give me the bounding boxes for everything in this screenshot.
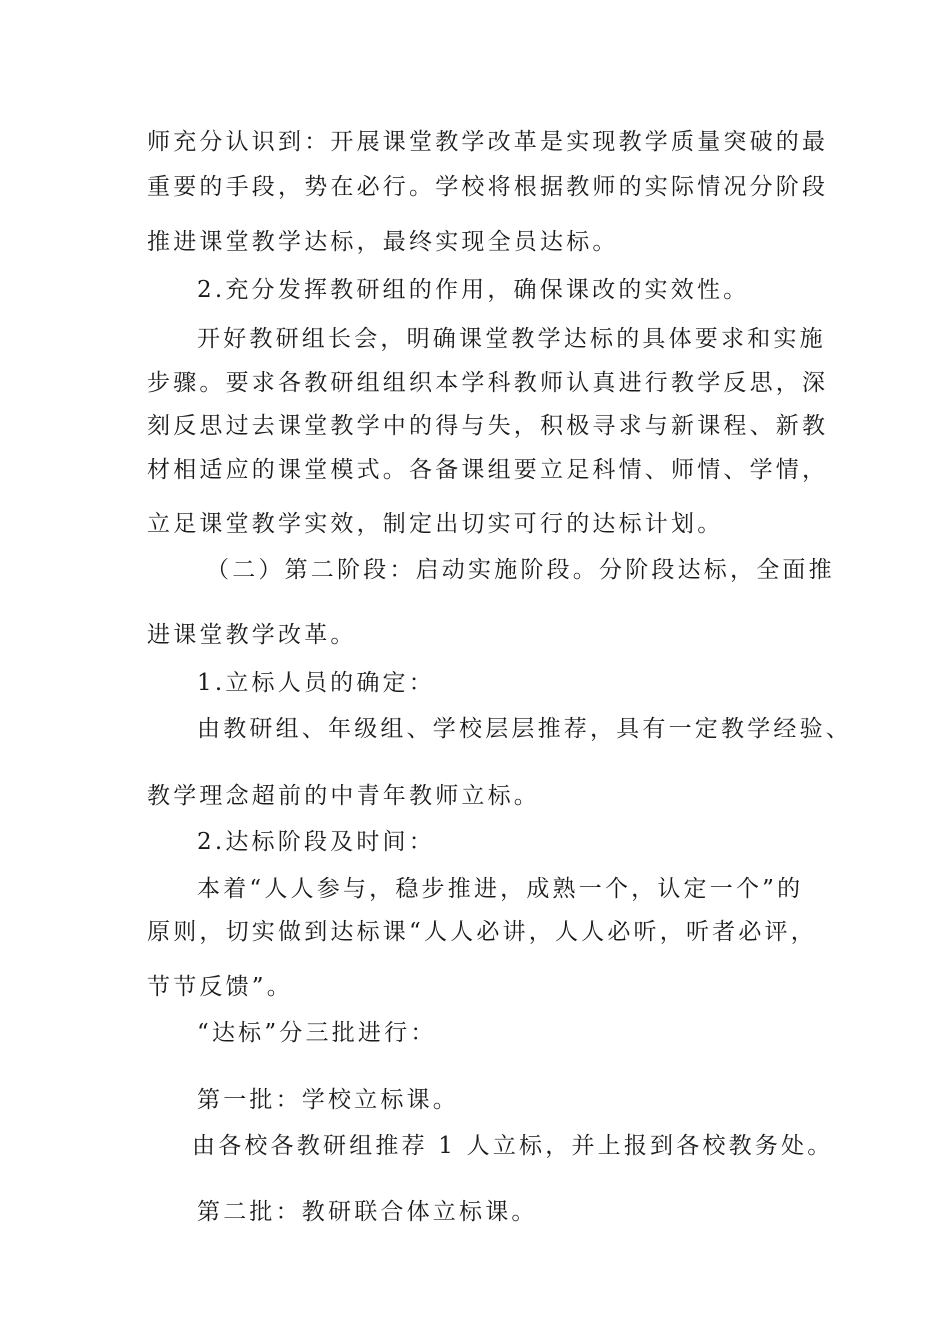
paragraph-line: 由教研组、年级组、学校层层推荐，具有一定教学经验、 (197, 716, 852, 742)
paragraph-line: 开好教研组长会，明确课堂教学达标的具体要求和实施 (197, 326, 826, 352)
paragraph-line: 教学理念超前的中青年教师立标。 (147, 783, 540, 809)
paragraph-line: 节节反馈”。 (147, 974, 293, 1000)
paragraph-line: 重要的手段，势在必行。学校将根据教师的实际情况分阶段 (147, 174, 829, 200)
paragraph-line: 材相适应的课堂模式。各备课组要立足科情、师情、学情， (147, 457, 829, 483)
paragraph-line: 刻反思过去课堂教学中的得与失，积极寻求与新课程、新教 (147, 413, 829, 439)
paragraph-line: 原则，切实做到达标课“人人必讲，人人必听，听者必评， (147, 919, 817, 945)
paragraph-line: “达标”分三批进行： (197, 1020, 437, 1046)
section-heading: 进课堂教学改革。 (147, 622, 357, 648)
paragraph-line: 步骤。要求各教研组组织本学科教师认真进行教学反思，深 (147, 370, 829, 396)
paragraph-line: 立足课堂教学实效，制定出切实可行的达标计划。 (147, 511, 724, 537)
paragraph-line: 推进课堂教学达标，最终实现全员达标。 (147, 229, 619, 255)
paragraph-line: 由各校各教研组推荐 1 人立标，并上报到各校教务处。 (192, 1133, 834, 1159)
section-heading: （二）第二阶段：启动实施阶段。分阶段达标，全面推 (206, 557, 835, 583)
paragraph-line: 师充分认识到：开展课堂教学改革是实现教学质量突破的最 (147, 129, 829, 155)
paragraph-line: 本着“人人参与，稳步推进，成熟一个，认定一个”的 (197, 876, 804, 902)
list-heading: 2.达标阶段及时间： (197, 829, 435, 855)
list-heading: 2.充分发挥教研组的作用，确保课改的实效性。 (197, 277, 750, 303)
list-heading: 1.立标人员的确定： (197, 670, 435, 696)
batch-heading: 第二批：教研联合体立标课。 (197, 1199, 538, 1225)
batch-heading: 第一批：学校立标课。 (197, 1087, 459, 1113)
